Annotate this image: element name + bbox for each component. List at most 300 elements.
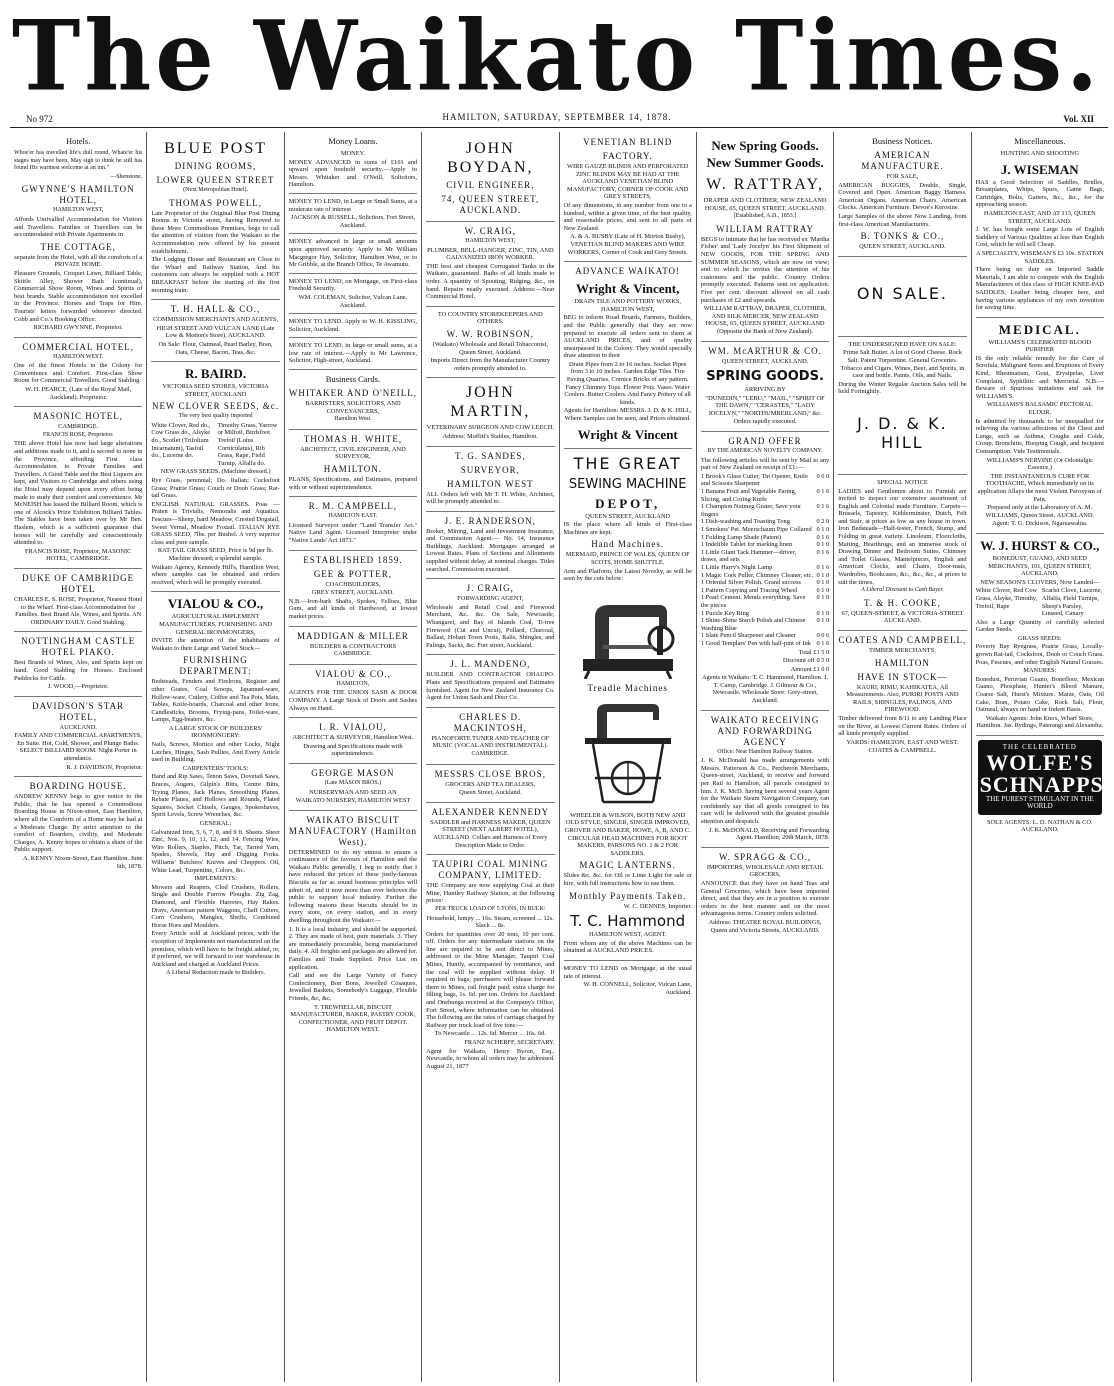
ad-mandeno [426,659,554,707]
ad-body: Broker, Mining, Land and Investment Insurance, and Commission Agent.— No. 14, Insurance Buildings, Auckland. Mortgages arranged at Lowest Rates. Plans of Sections and Allotments supplied without delay, at nominal charges. Titles searched. Commission executed. [426,527,555,573]
offer-item-name: 1 Puzzle Key Ring [700,609,749,617]
volume-number: Vol. XII [1063,114,1094,124]
ad-hall [151,304,279,362]
ad-subtitle: PLUMBER, BELL-HANGER, ZINC, TIN, AND GALVANIZED IRON WORKER. [426,246,554,262]
ad-white [289,434,417,497]
ad-title: T. C. Hammond [570,912,686,931]
offer-item-name: 1 Oriental Silver Polish. Grand success [700,579,801,587]
ad-body: J. K. McDonald has made arrangements with Messrs. Patterson & Co., Percheron Merchants, Queen-street, Auckland, to receive and forward per Rail to Hamilton, all parcels consigned to him. J. K. McD. having been several years Agent for the Waikato Steam Navigation Company, can confidently say that all goods consigned to his care will be delivered with the greatest possible attention and despatch. [700,757,830,825]
offer-item-name: 1 Shine-Shine Starch Polish and Chinese Washing Blue [700,617,806,632]
offer-item-price: 0 1 0 [816,571,830,579]
ad-craig-coal [426,583,554,655]
ad-title: WHITAKER AND O'NEILL, [288,388,417,399]
ad-signature: FRANCIS ROSE, Proprietor, MASONIC HOTEL, CAMBRIDGE. [24,547,132,563]
ad-location: 74, QUEEN STREET, AUCKLAND. [441,194,540,215]
ad-vialou-sash [289,669,417,718]
ad-subtitle: AGRICULTURAL IMPLEMENT MANUFACTURERS, FURNISHING AND GENERAL IRONMONGERS, [159,613,273,636]
ad-taupiri [426,859,554,1070]
ad-body: Also a Large Quantity of carefully selected Garden Seeds. [975,618,1104,634]
ad-signature: FRANZ SCHERFF, SECRETARY. [464,1039,555,1046]
section-business-notices: Business Notices. [872,136,933,146]
ad-body: 1. It is a local industry, and should be supported. 2. They are made of best, pure materials. 3. They are immediately procurable, being manufactured daily. 4. All freights and packages are allowed for. Families and Trade Supplied. Price List on application. [288,925,418,971]
ad-body: HAS a Good Selection of Saddles, Bridles, Breastplates, Whips, Spurs, Game Bags, Cartridges, Bolts, Gaiters, &c., &c., for the approaching season. [975,178,1104,209]
ad-heading: NEW SEASON'S CLOVERS, Now Landed— [980,578,1100,586]
ad-location: HAMILTON EAST, AND AT 113, QUEEN STREET, AUCKLAND. [983,209,1096,225]
ad-location: HAMILTON WEST [447,478,534,489]
ad-title: J. E. RANDERSON, [444,515,536,526]
ad-body: Is admitted by thousands to be unequalled for relieving the various affections of the Chest and Lungs, such as Asthma, Coughs and Colds, Croup, Bronchitis, Hooping Cough, and Incipient Consumption. Vide Testimonials. [975,417,1104,455]
issue-number: No 972 [26,114,53,124]
ad-body: IS the only reliable remedy for the Cure of Scrofula, Malignant Sores and Eruptions of Every Kind, Rheumatism, Gout, Erysipelas, Liver Complaint, Syphilitic and Mercurial. N.B.—Beware of Spurious imitations and ask for WILLIAMS'S. [975,354,1104,400]
ad-heading: IMPLEMENTS: [194,875,237,883]
ad-heading: A LARGE STOCK OF BUILDERS' IRONMONGERY: [168,724,263,740]
ad-body: AGENTS FOR THE UNION SASH & DOOR COMPANY. A Large Stock of Doors and Sashes Always on Hand. [288,689,418,712]
offer-item-price: 0 1 0 [816,586,830,594]
ad-body: Bonedust, Peruvian Guano, Bonefloor, Mexican Guano, Phosphate, Hunter's Blood Manure, Coarse Salt, Hurst's Mixture. Maize, Oats, Oil Cake, Bran, Potato Cake, Rock Salt, Flour, Oatmeal, always on hand or Indent Basis. [975,675,1104,714]
ad-forwarding-agency [701,715,829,848]
ad-loan: MONEY TO LEND, in large or small sums, at a low rate of interest.—Apply to Mr Lawrence, Solicitor, High-street, Auckland. [289,342,417,370]
ad-body: WIRE GAUZE BLINDS AND PERFORATED ZINC BLINDS MAY BE HAD AT THE AUCKLAND VENETIAN BLIND MANUFACTORY, CORNER OF COOK AND GREY STREETS, [566,163,689,201]
offer-item-price: 0 1 0 [816,526,830,533]
offer-item [701,541,829,549]
ad-address: Address: THEATRE ROYAL BUILDINGS, Queen and Victoria Streets, AUCKLAND. [708,918,822,934]
ad-title: R. M. CAMPBELL, [308,501,398,512]
ad-body: ANDREW KENNY begs to give notice to the Public, that he has opened a Commodious Boarding House in Nixon-street, East Hamilton, where all the Comforts of a Home may be had at a Moderate Charge. By strict attention to the comfort of Boarders, civility, and Moderate Charges, A. Kenny hopes to obtain a share of the Public support. [14,793,143,854]
offer-item [701,579,829,587]
ad-body: ALL Orders left with Mr T. H. White, Architect, will be promptly attended to. [426,490,555,506]
ad-subtitle: GROCERS AND TEA DEALERS, [445,780,536,788]
masthead [0,0,1114,112]
ad-title: JOHN MARTIN, [450,384,531,421]
ad-subtitle: FORWARDING AGENT, [457,595,524,603]
ad-body: THE Company are now supplying Coal at their Mine, Huntley Railway Station, at the following prices: [426,882,555,905]
ad-signature: R. J. DAVIDSON, Proprietor. [66,763,143,771]
ad-location: Queen Street, Auckland. [459,789,522,797]
ad-body: Large Samples of the above Now Landing, from first-class American Manufacturers. [838,212,967,228]
ad-loan: MONEY TO LEND, in Large or Small Sums, at a moderate rate of interest [288,197,418,213]
ad-subtitle: TIMBER MERCHANTS, [869,647,936,654]
offer-item-price: 0 1 0 [816,609,830,617]
ad-body: The Lodging House and Restaurant are Close to the Wharf and Railway Station, And his customers can always be supplied with a HOT BREAKFAST before the starting of the first morning train. [151,256,280,294]
offer-total: Total £1 5 0 [798,648,830,656]
offer-item-name: 1 Little Harry's Night Lamp [700,563,773,571]
ad-body: PLANS, Specifications, and Estimates, prepared with or without superintendence. [288,476,418,491]
ad-title: THOMAS H. WHITE, [303,433,403,444]
ad-location: Hamilton West. [334,416,372,423]
ad-body: Late Proprietor of the Original Blue Post Dining Rooms in Victoria street, having Removed to these More Commodious Premises, begs to call the attention of visitors from the Waikato to the Accommodation now offered by his present establishment. [151,209,280,255]
schnapps-banner [978,740,1102,815]
ad-signature: JACKSON & RUSSELL, Solicitors, Fort Street, Auckland. [289,214,417,234]
clover-list-left: White Clover, Red Cow Grass, Alsyke, Timothy, Trefoil, Rape [975,587,1038,610]
ad-body: Imports Direct from the Manufacturer Country orders promptly attended to. [430,357,551,372]
ad-subtitle: DINING ROOMS, [174,161,257,171]
ad-signature: A. KENNY Nixon-Street, East Hamilton. June 6th, 1878. [22,855,143,870]
ad-title: WILLIAMS'S CELEBRATED BLOOD PURIFIER [988,338,1092,354]
ad-title: ALEXANDER KENNEDY [431,806,550,817]
ad-body: J. W. has bought some Large Lots of English Saddlery of Various Qualities at less than English Cost, which he will sell Cheap. [975,226,1104,249]
ad-randerson [426,516,554,580]
ad-location: HAMILTON, [336,680,370,687]
ad-signature: RICHARD GWYNNE, Proprietor. [33,324,123,332]
ad-location: QUEEN STREET, AUCKLAND [585,512,671,520]
section-hotels: Hotels. [66,136,91,146]
ad-title: MESSRS CLOSE BROS, [434,768,546,779]
ad-on-sale [838,262,966,337]
offer-item-name: 1 Slate Pencil Sharpener and Cleaner [700,632,796,640]
ad-title: Wright & Vincent, [575,281,680,297]
ad-location: HAMILTON EAST. [328,513,378,520]
ad-signature: Prepared only at the Laboratory of A. M. WILLIAMS, Queen Street, AUCKLAND. [985,504,1095,519]
column-5 [559,132,696,1382]
ad-title: MONEY. [340,150,366,157]
ad-heading: NEW CLOVER SEEDS, &c. [152,401,280,412]
quote: Whoe'er has travelled life's dull round, Whate'er his stages may have been, May sigh to think he still has found His warmest welcome at an inn." [14,150,143,172]
ad-heading: THE UNDERSIGNED HAVE ON SALE: [848,340,957,348]
ad-hurst [976,538,1104,736]
ad-commercial-hotel [14,342,142,408]
ad-title: NOTTINGHAM CASTLE HOTEL PIAKO. [21,636,136,658]
ad-note: The very best quality imported [178,413,253,420]
ad-heading: TO COUNTRY STOREKEEPERS AND OTHERS. [437,310,543,326]
ad-title: VENETIAN BLIND [583,137,673,147]
ad-subtitle: BARRISTERS, SOLICITORS, AND CONVEYANCERS, [305,400,401,415]
ad-signature: W. H. CONNELL, Solicitor, Vulcan Lane, Auckland. [583,981,692,996]
treadle-machine-illustration [573,698,683,808]
ad-body: Licensed Surveyor under "Land Transfer Act." Native Land Agent. Licensed Interpreter under "Native Lands' Act 1873." [288,521,418,544]
column-6 [696,132,833,1382]
ad-title: I. R. VIALOU, [319,722,387,733]
ad-location: QUEEN STREET, AUCKLAND. [859,243,946,251]
ad-location: HAMILTON [874,657,930,668]
column-2 [146,132,283,1382]
ad-body: THE best and cheapest Corrugated Tanks in the Waikato, guaranteed. Baths of all kinds made to order. A quantity of Spouting, Ridging, &c., on hand. Repairs neatly executed. Address:—Near Commercial Hotel. [426,262,555,301]
ad-body: Agent for Waikato, Henry Byron, Esq., Newcastle, to whom all orders may be addressed. August 21, 1877 [426,1047,555,1070]
ad-mcarthur [701,346,829,433]
ad-body: BEG to inform Road Boards, Farmers, Builders, and the Public generally that they are now prepared to execute all orders sent to them at AUCKLAND PRICES, and of quality unsurpassed in the Colony. They would specially draw attention to their [563,314,692,360]
ad-subtitle: DRAPER AND CLOTHIER, NEW ZEALAND HOUSE, 65, QUEEN STREET, AUCKLAND. [703,197,827,212]
ad-signature: WM. COLEMAN, Solicitor, Vulcan Lane, Auckland. [289,294,417,314]
ad-body: Hand and Rip Saws, Tenon Saws, Dovetail Saws, Braces, Augers, Gilpin's Bitts, Centre Bitts, Trying Planes, Jack Planes, Smoothing Planes, Rebate Planes, and Hollows and Rounds, Flated Squares, Socket Chisels, Gauges, Spokeshaves, Spirit Levels, Screw Wrenches, &c. [151,773,280,819]
offer-item-price: 0 1 6 [816,503,830,511]
ad-signature: T. TREWHELLAR, BISCUIT MANUFACTURER, BAKER, PASTRY COOK, CONFECTIONER, AND FRUIT DEPOT. HAMILTON WEST. [290,1003,416,1034]
ad-title: MASONIC HOTEL, [33,411,123,422]
ad-subtitle: (Waikato) Wholesale and Retail Tobacconist, Queen Street, Auckland. [432,340,549,356]
ad-body: Timber delivered from 8/11 to any Landing Place on the River, at Lowest Current Rates. Orders of all kinds promptly supplied. [838,714,967,738]
ad-campbell [289,501,417,550]
seed-list [151,422,279,468]
ad-body: THE INSTANTANEOUS CURE FOR TOOTHACHE, Which immediately on its application Allays the most Violent Paroxysm of Pain. [977,472,1102,503]
ad-sandes [426,451,554,512]
offer-item [701,617,829,632]
ad-heading: Monthly Payments Taken. [568,890,687,901]
quote-author: —Shenstone. [110,173,143,180]
column-7 [833,132,970,1382]
clover-list-right: Scarlet Clove, Lucerne, Alfalfa, Field Turnips, Sheep's Parsley, Linseed, Canary [1041,587,1103,618]
offer-item-price: 0 1 0 [816,541,830,549]
column-3 [284,132,421,1382]
ad-body: Drawing and Specifications made with superintendence. [303,742,403,758]
ad-location: 67, QUEEN-STREET, & VICTORIA-STREET AUCKLAND. [841,609,964,625]
ad-body: IS the place where all kinds of First-class Machines are kept. [563,521,692,536]
ad-location: CAMBRIDGE. [58,423,99,431]
ad-mackintosh [426,712,554,765]
ad-heading: FURNISHING DEPARTMENT: [179,655,252,677]
ad-title: DUKE OF CAMBRIDGE HOTEL [22,572,135,594]
ad-baird [151,366,279,592]
ad-title: GWYNNE'S HAMILTON HOTEL, [21,184,135,206]
ad-connell [564,965,692,996]
ad-body: LADIES and Gentlemen about to Furnish are invited to inspect our extensive assortment of English and Colonial made Furniture. Carpets—Brussels, Tapestry, Kidderminster, Dutch, Felt and Stair, at prices as low as any house in town. Iron Bedsteads—Half-tester, French, Stump, and Folding in great variety. Linoleum, Floorcloths, Matting, Hearthrugs, and an immense stock of Drawing Dinner and Bedroom Suites. Chimney and Toilet Glasses, Mantelpieces, English and American Clocks, and Chairs, Door-mats, Wardrobes, Bookcases, &c., &c., &c., at prices to suit the times. [838,487,967,586]
ad-title: BOARDING HOUSE. [29,781,127,792]
ad-heading: Hand Machines. [591,539,665,550]
offer-item [701,640,829,648]
offer-item-price: 0 1 0 [816,617,830,625]
product-list: WHEELER & WILSON, BOTH NEW AND OLD STYLE, SINGER, SINGER IMPROVED, GROVER AND BAKER, HOWE, A, B, AND C. CIRCULAR HEAD MACHINES FOR BOOT MAKERS, PARSONS NO. 1 & 2 FOR SADDLERS. [564,811,691,857]
section-miscellaneous: Miscellaneous. [1014,136,1066,146]
ad-biscuit [289,815,417,1034]
ad-body: One of the finest Hotels in the Colony for Convenience and Comfort. First-class Show Room for Commercial Travellers. Good Stabling. [14,362,143,385]
banner-brand: WOLFE'S [986,749,1094,775]
section-business-cards: Business Cards. [325,374,381,385]
ad-address: Office: Near Hamilton Railway Station. [717,748,813,755]
offer-item-price: 0 6 0 [816,472,830,480]
ad-subtitle: COMMISSION MERCHANTS AND AGENTS, [153,316,279,324]
ad-signature: T. & H. COOKE, [864,597,941,608]
ad-body: On Sale: Flour, Oatmeal, Pearl Barley, Bran, Oats, Cheese, Bacon, Teas, &c. [158,340,273,356]
ad-signature: A. & A. BUSBY (Late of H. Morton Busby), VENETIAN BLIND MAKERS AND WIRE WORKERS, Corner of Cook and Grey Streets. [567,233,688,256]
ad-location: HAMILTON WEST, [53,207,104,214]
ad-grand-offer [701,436,829,711]
ad-title: WAIKATO RECEIVING AND FORWARDING AGENCY [710,714,820,747]
ad-heading: ADVANCE WAIKATO! [575,266,681,277]
ad-body: Mowers and Reapers, Clod Crushers, Rollers, Single and Double Furrow Ploughs. Zig Zag, Diamond, and Flexible Harrows, Hay Rakes. Drays, American pattern Waggons, Chaff Cutters, Corn Crushers, Mangles, Sheffs, Combined Horse Hoes and Moulders. [151,883,280,929]
ad-body: Wholesale and Retail Coal and Firewood Merchant, &c. &c. On Sale, Newcastle, Whangarei, and Bay of Islands Coal, Ti-tree Firewood (Cut and Uncut), Pollard, Charcoal, Ballast, Hobart Town Posts, Rails, Shingles, and Palings, Sacks, &c. Fort street, Auckland. [426,603,555,649]
ad-location: AUCKLAND. [59,723,97,731]
ad-subtitle: VETERINARY SURGEON AND COW LEECH. [426,424,554,432]
ad-subtitle: BONEDUST, GUANO, AND SEED MERCHANTS, 101, QUEEN STREET, AUCKLAND. [988,554,1092,578]
ad-nottingham-hotel [14,636,142,696]
offer-item [701,572,829,580]
ad-location: LOWER QUEEN STREET [156,175,275,185]
ad-location: QUEEN STREET, AUCKLAND. [721,357,809,365]
price-list: Household, lumpy ... 16s. Steam, screened ... 12s. Slack ... 8s. [426,914,554,930]
ad-mason [289,768,417,811]
offer-item-list [701,473,829,648]
ad-title: ON SALE. [856,283,949,303]
banner-brand: SCHNAPPS [979,771,1104,797]
offer-discount: Discount off 0 5 0 [782,657,830,665]
ad-body: separate from the Hotel, with all the comforts of a PRIVATE HOME. [14,253,143,269]
ad-body: Agents for Hamilton: MESSRS. J. D. & K. HILL, Where Samples can be seen, and Prices obtained. [563,407,692,423]
ad-title: J. WISEMAN [1000,161,1079,177]
ad-signature: W. C. DENNES, Importer. [623,902,692,910]
product-list: Drain Pipes from 2 to 16 inches. Socket Pipes from 3 to 10 inches. Garden Edge Tiles. Fire Paving Quarries. Cornice Bricks of any pattern. Fancy Chimney Tops. Flower Pots. Vases. Water Coolers. Butter Coolers. And Fancy Pottery of all kinds. [564,360,691,406]
ad-proprietor: FRANCIS ROSE, Proprietor. [42,431,114,438]
ad-address: YARDS: HAMILTON, EAST AND WEST. [846,738,959,746]
ad-body: Best Brands of Wines, Ales, and Spirits kept on hand. Good Stabling for Horses. Enclosed Paddocks for Cattle. [14,659,143,682]
ad-signature: WILLIAM RATTRAY, DRAPER, CLOTHIER, AND SILK MERCER, NEW ZEALAND HOUSE, 65, QUEEN STREET, AUCKLAND (Opposite the Bank of New Zealand). [703,305,827,335]
top-rule [10,127,1108,128]
ad-heading: New Spring Goods. [711,138,819,153]
ad-title: BLUE POST [164,140,268,157]
ad-subtitle: ARRIVING BY [744,386,786,394]
ad-title: WM. McARTHUR & CO. [708,345,822,356]
ad-title: CHARLES D. MACKINTOSH, [453,711,527,733]
ad-body: The following articles will be sent by Mail to any part of New Zealand on receipt of £1:— [700,456,830,472]
ad-body: Affords Unrivalled Accommodation for Visitors and Travellers. Families or Travellers can be accommodated with Private Apartments in [14,215,143,239]
ad-note: ESTABLISHED 1859. [303,554,403,565]
ad-title: GEE & POTTER, [313,568,393,579]
ad-martin [426,383,554,446]
ad-heading: PER TRUCK LOAD OF 5 TONS, IN BULK: [435,905,546,912]
ad-title: W. CRAIG, [464,226,517,236]
ad-maddigan [289,631,417,665]
offer-item [701,534,829,542]
ad-title: COATES AND CAMPBELL, [838,635,967,645]
ad-note: A Liberal Discount to Cash Buyer. [861,587,944,594]
offer-item [701,526,829,534]
ad-american [838,150,966,257]
ad-loan: MONEY advanced in large or small amounts upon approved security. Apply to Mr William Macgregor Hay, Solicitor, Hamilton West, or to Mr Gribble, at the Branch Office, Te Awamutu. [289,238,417,273]
offer-item [701,610,829,618]
ad-robinson [426,311,554,379]
ad-title: GRAND OFFER [728,436,802,447]
offer-item [701,473,829,488]
offer-item-name: 1 Banana Fruit and Vegetable Paring, Slicing, and Coring Knife [700,488,797,503]
offer-item [701,632,829,640]
ad-note: Orders rapidly executed. [733,418,797,426]
ad-whitaker [289,388,417,430]
ad-heading: SPRING GOODS. [706,369,824,385]
ad-title: VIALOU & CO., [314,668,391,679]
ad-masonic-hotel [14,411,142,569]
ad-location: HAMILTON WEST, [465,238,516,244]
ad-title: SPECIAL NOTICE [877,478,928,486]
ad-boarding-house [14,781,142,870]
ad-title: WAIKATO BISCUIT MANUFACTORY (Hamilton West). [288,814,417,847]
ad-duke-hotel [14,573,142,632]
ad-cooke [838,479,966,631]
ad-body: There being no duty on Imported Saddle Materials, I am able to compete with the English Manufacturers of this class of HIGH KNEE-PAD SADDLES, Leather being cheaper here, and having various appliances of my own invention for saving time. [975,266,1104,312]
ad-title: W. W. ROBINSON, [446,328,535,339]
ad-subtitle: SURVEYOR, [460,464,520,475]
ad-subtitle: PIANOFORTE TUNER AND TEACHER OF MUSIC (VOCAL AND INSTRUMENTAL). [431,734,550,750]
offer-item-name: 1 Folding Lamp Shade (Patent) [700,533,782,541]
ad-heading: Treadle Machines [587,682,668,693]
ad-title: T. H. HALL & CO., [170,304,261,315]
ad-craig [426,226,554,307]
ad-kennedy [426,807,554,855]
ad-loan: MONEY TO LEND, on Mortgage, on First-class Freehold Security. [288,277,418,293]
product-list: Prime Salt Butter. A lot of Good Cheese. Rock Salt. Patent Turpentine. General Groceries. Tobacco and Cigars. Wines, Beer, and Spirits, in case and bottle. Paints, Oils, and Nails. [840,349,965,380]
ad-subtitle: ARCHITECT & SURVEYOR, Hamilton West. [292,734,414,742]
column-1 [10,132,146,1382]
ad-signature: COATES & CAMPBELL. [868,747,937,755]
ad-title: W. J. HURST & CO., [980,537,1100,553]
seed-list-right: Timothy Grass, Yarrow or Milfoil, Birdsfoot Trefoil (Lotus Corniculatus), Rib Grass, Rape, Field Turnip, Alfalfa do. [217,421,278,467]
column-4 [421,132,558,1382]
offer-item-price: 0 1 6 [816,548,830,556]
offer-item-price: 0 2 0 [816,518,830,526]
ad-body: SADDLER and HARNESS MAKER, QUEEN STREET (NEXT ALBERT HOTEL), AUCKLAND. Collars and Harness of Every Description Made to Order. [430,818,551,849]
offer-item-name: 1 Dish-washing and Toasting Tong [700,518,790,526]
ad-loan: MONEY ADVANCED in sums of £101 and upward upon freehold security.—Apply to Messrs. Whitaker and O'Neill, Solicitors, Hamilton. [289,159,417,194]
sewing-machine-illustration [573,587,683,679]
ad-body: Poverty Bay Ryegrass, Prairie Grass, Locally-grown Rat-tail, Cocksfoot, Doob or Couch Grass. Poas, Fescues, and other English Natural Grasses. [975,643,1104,666]
ad-address: Address: Moffitt's Stables, Hamilton. [442,432,538,440]
offer-item [701,518,829,526]
product-list: MERMAID, PRINCE OF WALES, QUEEN OF SCOTS, HOME SHUTTLE. [565,551,690,566]
offer-item-price: 0 0 6 [816,632,830,640]
ad-vialou-architect [289,722,417,764]
banner-line: THE CELEBRATED [1002,743,1077,751]
ad-title: W. SPRAGG & CO., [718,851,812,862]
ad-title: SEWING MACHINE [568,476,687,492]
ad-subtitle: THE COTTAGE, [40,241,116,252]
ad-location: HAMILTON. [323,464,383,475]
ad-heading: CARPENTERS' TOOLS: [182,764,249,772]
ad-heading: MAGIC LANTERNS. [579,860,676,871]
issue-date: HAMILTON, SATURDAY, SEPTEMBER 14, 1878. [442,112,672,122]
ad-name: THOMAS POWELL, [169,197,263,208]
ad-venetian [564,137,692,262]
ad-signature: SOLE AGENTS: L. D. NATHAN & CO. AUCKLAND. [987,818,1093,834]
ad-location: GREY STREET, AUCKLAND. [311,589,394,597]
ad-title: DEPOT, [595,495,661,511]
offer-item-name: 1 Indelible Tablet for marking linen [700,541,793,549]
rate-list: To Newcastle ... 12s. 6d. Mercer ... 16s. 6d. [434,1030,546,1038]
ad-note: Agent: T. G. Dickison, Ngaruawahia. [992,520,1088,528]
ad-subtitle: IMPORTERS, WHOLESALE AND RETAIL GROCERS, [706,863,824,879]
ad-subtitle: ARCHITECT, CIVIL ENGINEER, AND SURVEYOR, [300,445,406,461]
ad-location: HIGH STREET AND VULCAN LANE (Late Low & Motion's Store), AUCKLAND. [156,324,275,340]
offer-item-name: 1 Magic Cork Puller, Chimney Cleaner, etc. [700,571,814,579]
ad-subtitle: CIVIL ENGINEER, [446,180,535,190]
ad-body: Agents in Waikato: T. C. Hammond, Hamilton. J. T. Camp, Cambridge. J. Gilmour & Co., Newcastle. Wholesale Store: Grey-street, Auckland. [701,674,829,705]
offer-item-name: 1 Champion Nutmeg Grater, Save your fingers [700,503,802,518]
ad-location: CAMBRIDGE. [334,651,372,658]
ad-gee-potter [289,555,417,627]
ad-rattray [701,175,829,342]
offer-item-price: 0 1 6 [816,533,830,541]
offer-item-name: 1 Good Templars' Pen with half-pint of Ink [700,639,811,647]
ad-heading: MANURES: [1023,667,1057,675]
dateline [0,112,1114,126]
ad-wright-vincent [564,266,692,449]
product-list: AMERICAN BUGGIES, Double, Single, Covered and Open. American Baggy Harness. American Organs. American Chairs. American Clocks. American Furniture. Devoe's Kerosine. [838,181,967,212]
ad-location: HAMILTON WEST, AGENT. [588,931,667,939]
ad-title: J. CRAIG, [466,583,514,594]
offer-item-name: 1 Pearl Cement. Mends everything. Save the pieces [700,594,806,609]
offer-item-price: 0 1 6 [816,639,830,647]
ad-blue-post [151,139,279,300]
ad-signature: Wright & Vincent [577,426,678,442]
ad-title: DAVIDSON'S STAR HOTEL, [32,700,125,722]
offer-item-price: 0 1 6 [816,563,830,571]
ad-heading: A SPECIALITY, WISEMAN'S £3 10s. STATION SADDLES. [975,249,1104,265]
ad-body: BUILDER AND CONTRACTOR OHAUPO. Plans and Specifications prepared and Estimates furnished. Agent for New Zealand Insurance Co. Agent for Union Sash and Door Co. [426,671,555,702]
ad-heading: New Summer Goods. [706,155,824,170]
seed-list-left: White Clover, Red do., Cow Grass do., Alsyke do., Scotlet (Trifolium Incarnatum), Tasfoil do., Lucerne do. [151,421,211,460]
ad-body: THE above Hotel has now had large alterations and additions made to it, and is second to none in the Province, affording First class Accommodation to Private Families and Travellers. A Good Table and the Best Liquors are kept, and Visitors to Cambridge and others using the Hotel may depend upon every effort being made to study their comfort and convenience. Mr McNEISH has leased the Billiard Room, which is one of Alcock's Prize Exhibition Billiard Tables. The Stables have been taken over by Mr Ben. Haslem, which is a sufficient guarantee that horses will be carefully and conscientiously attended to. [14,440,143,547]
ad-body: Galvanized Iron, 5, 6, 7, 8, and 9 ft. Sheets. Sheet Zinc, Nos. 9, 10, 11, 12, and 14. Fencing Wire, Wire Rollers, Staples, Pitch, Tar, Tarred Yarn, Spades, Shovels, Hay and Digging Forks. Williams' Butchers' Knives and Choppers. Oil, White Lead, Turpentine, Colors, &c. [151,828,280,874]
ad-title: THE GREAT [573,453,682,473]
offer-item-name: 1 Brook's Glass Cutter, Tin Opener, Knife and Scissors Sharpener [700,472,809,488]
ad-heading: HAVE IN STOCK— [857,671,948,682]
ad-title: WILLIAMS'S BALSAMIC PECTORAL ELIXIR, [986,401,1093,417]
ad-body: DETERMINED to do my utmost to ensure a continuance of the favours of Hamilton and the Waikato Public generally, I beg to notify that I have reduced the prices of these justly-famous Biscuits as far as sound business principles will admit of, and it now more than ever behoves the public to support local industry. Further the following reasons these biscuits should be in every store, on every station, and in every dwelling throughout the Waikato:— [288,848,418,925]
ad-close-bros [426,769,554,803]
